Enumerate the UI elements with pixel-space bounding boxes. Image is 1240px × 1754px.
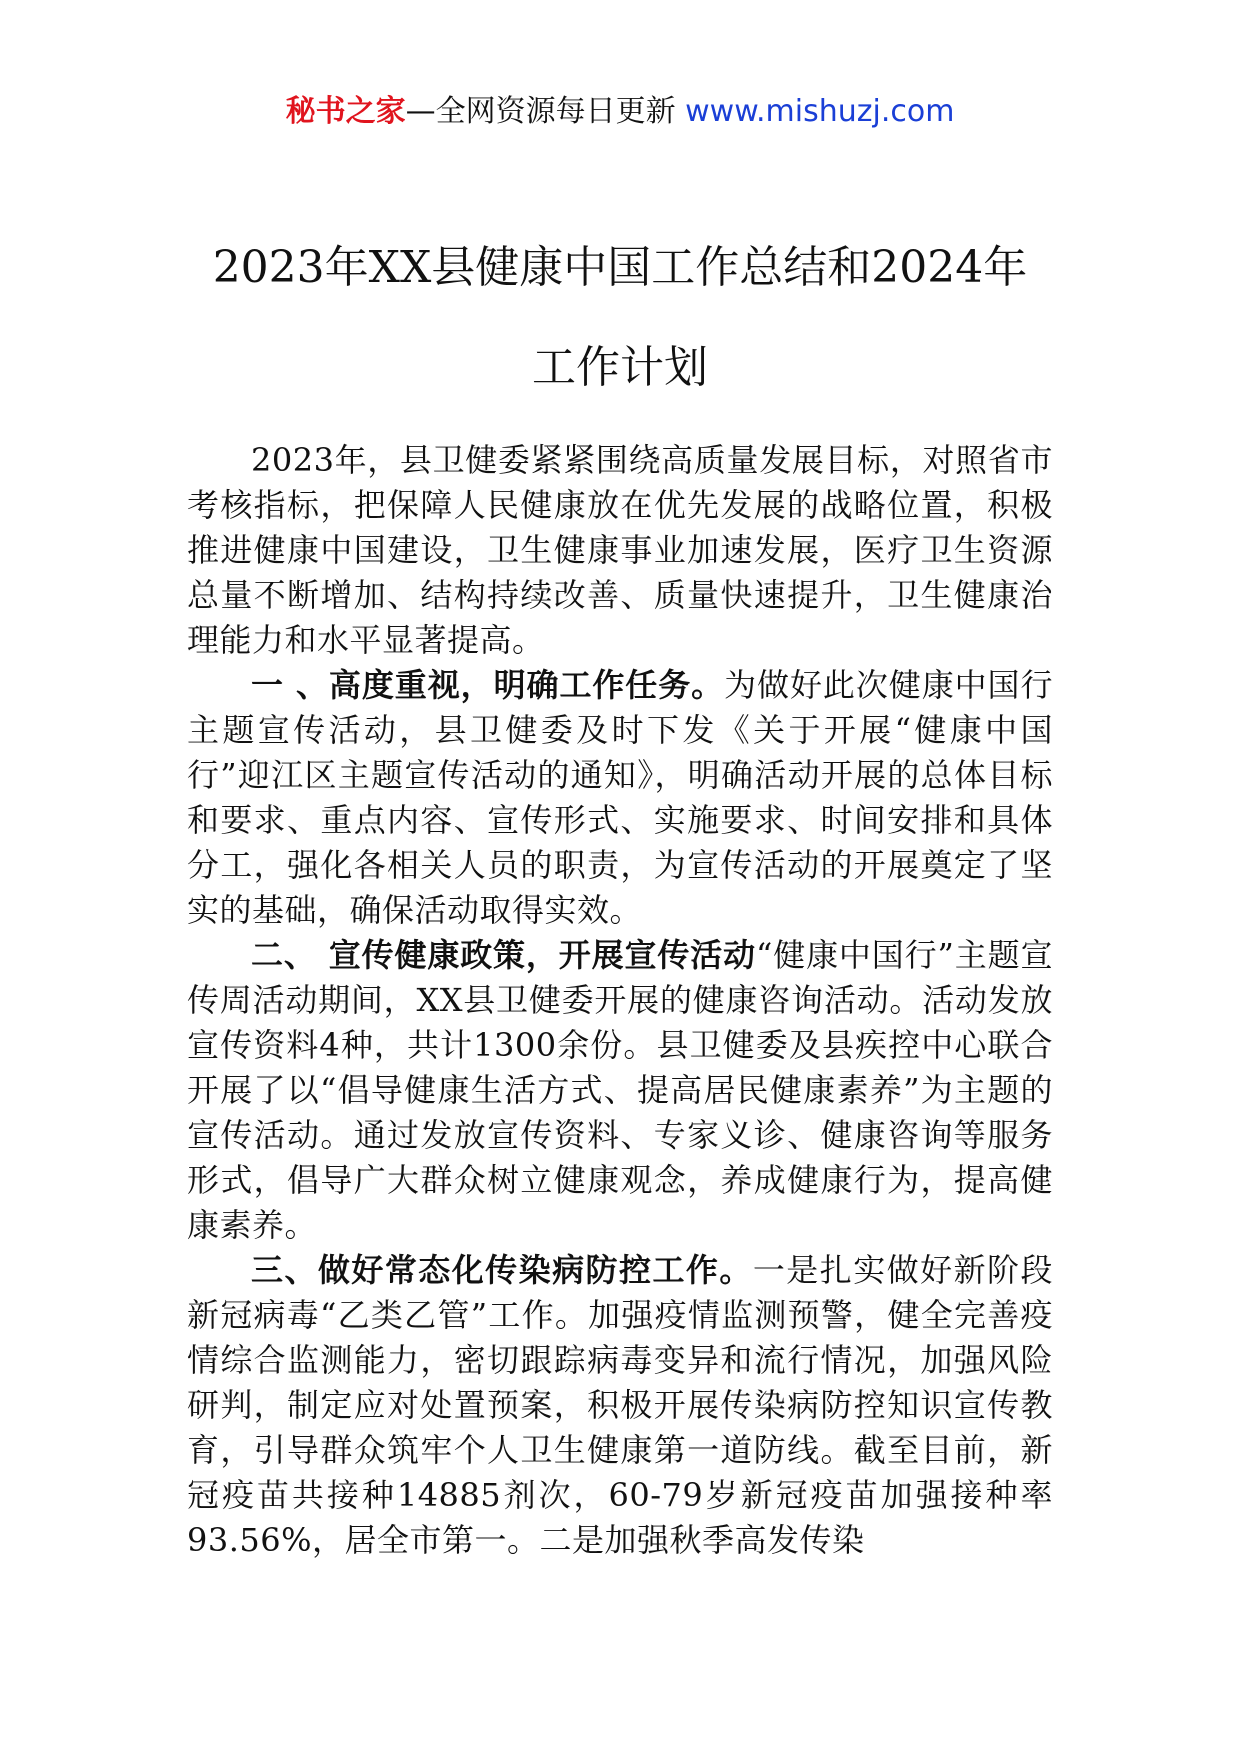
- paragraph-text: 为做好此次健康中国行主题宣传活动，县卫健委及时下发《关于开展“健康中国行”迎江区主题宣传活动的通知》，明确活动开展的总体目标和要求、重点内容、宣传形式、实施要求、时间安排和具体分工，强化各相关人员的职责，为宣传活动的开展奠定了坚实的基础，确保活动取得实效。: [187, 666, 1053, 929]
- document-body: [187, 438, 1053, 1563]
- section-2-paragraph: [187, 933, 1053, 1248]
- brand-name: 秘书之家: [285, 94, 406, 129]
- section-heading: 一 、高度重视，明确工作任务。: [251, 666, 725, 704]
- section-heading: 三、做好常态化传染病防控工作。: [251, 1251, 753, 1289]
- site-header: [0, 92, 1240, 132]
- section-3-paragraph: [187, 1248, 1053, 1563]
- section-1-paragraph: [187, 663, 1053, 933]
- document-title: [150, 218, 1090, 418]
- paragraph-text: 2023年，县卫健委紧紧围绕高质量发展目标，对照省市考核指标，把保障人民健康放在优先发展的战略位置，积极推进健康中国建设，卫生健康事业加速发展，医疗卫生资源总量不断增加、结构持续改善、质量快速提升，卫生健康治理能力和水平显著提高。: [187, 441, 1053, 659]
- site-url-link[interactable]: www.mishuzj.com: [685, 94, 955, 129]
- intro-paragraph: [187, 438, 1053, 663]
- title-line-1: 2023年XX县健康中国工作总结和2024年: [212, 242, 1028, 293]
- header-tagline: —全网资源每日更新: [405, 94, 686, 129]
- title-line-2: 工作计划: [532, 342, 708, 393]
- paragraph-text: 一是扎实做好新阶段新冠病毒“乙类乙管”工作。加强疫情监测预警，健全完善疫情综合监测能力，密切跟踪病毒变异和流行情况，加强风险研判，制定应对处置预案，积极开展传染病防控知识宣传教育，引导群众筑牢个人卫生健康第一道防线。截至目前，新冠疫苗共接种14885剂次，60-79岁新冠疫苗加强接种率93.56%，居全市第一。二是加强秋季高发传染: [187, 1251, 1053, 1559]
- section-heading: 二、 宣传健康政策，开展宣传活动: [251, 936, 756, 974]
- paragraph-text: “健康中国行”主题宣传周活动期间，XX县卫健委开展的健康咨询活动。活动发放宣传资料4种，共计1300余份。县卫健委及县疾控中心联合开展了以“倡导健康生活方式、提高居民健康素养”为主题的宣传活动。通过发放宣传资料、专家义诊、健康咨询等服务形式，倡导广大群众树立健康观念，养成健康行为，提高健康素养。: [187, 936, 1053, 1244]
